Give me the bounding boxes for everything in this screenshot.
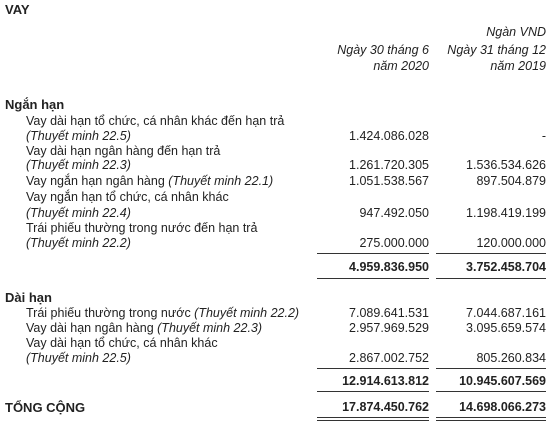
subtotal-2020: 4.959.836.950 [349,260,429,274]
subtotal-rule [317,278,429,279]
value-2020: 947.492.050 [359,206,429,220]
unit-label: Ngàn VND [486,25,546,39]
value-2020: 7.089.641.531 [349,306,429,320]
subtotal-rule [317,368,429,369]
grand-total-rule [436,417,546,418]
row-note: (Thuyết minh 22.5) [26,129,131,143]
value-2020: 275.000.000 [359,236,429,250]
section-heading-long-term: Dài hạn [5,290,52,305]
row-label: Vay dài hạn ngân hàng đến hạn trả [26,144,221,158]
row-note: (Thuyết minh 22.5) [26,351,131,365]
value-2020: 1.424.086.028 [349,129,429,143]
column-header-2020: Ngày 30 tháng 6 năm 2020 [337,43,429,73]
subtotal-rule [317,253,429,254]
value-2019: 3.095.659.574 [466,321,546,335]
row-label: Vay ngắn hạn ngân hàng (Thuyết minh 22.1) [26,174,274,188]
value-2020: 2.867.002.752 [349,351,429,365]
subtotal-2019: 10.945.607.569 [459,374,546,388]
row-label: Trái phiếu thường trong nước (Thuyết minh 22.2) [26,306,300,320]
grand-total-2020: 17.874.450.762 [342,400,429,414]
row-label: Vay dài hạn tổ chức, cá nhân khác đến hạn trả [26,114,285,128]
value-2019: 897.504.879 [476,174,546,188]
row-label: Vay dài hạn ngân hàng (Thuyết minh 22.3) [26,321,263,335]
row-note: (Thuyết minh 22.4) [26,206,131,220]
subtotal-rule [436,391,546,392]
value-2020: 1.051.538.567 [349,174,429,188]
value-2019: 1.536.534.626 [466,158,546,172]
value-2019: 7.044.687.161 [466,306,546,320]
row-note: (Thuyết minh 22.3) [26,158,131,172]
value-2019: - [541,129,546,143]
section-heading-short-term: Ngắn hạn [5,97,65,112]
subtotal-rule [436,253,546,254]
grand-total-rule [317,420,429,421]
subtotal-rule [436,278,546,279]
row-label: Trái phiếu thường trong nước đến hạn trả [26,221,258,235]
value-2019: 120.000.000 [476,236,546,250]
subtotal-2020: 12.914.613.812 [342,374,429,388]
subtotal-rule [436,368,546,369]
subtotal-2019: 3.752.458.704 [466,260,546,274]
grand-total-rule [317,417,429,418]
grand-total-2019: 14.698.066.273 [459,400,546,414]
subtotal-rule [317,391,429,392]
value-2019: 805.260.834 [476,351,546,365]
column-header-2019: Ngày 31 tháng 12 năm 2019 [447,43,546,73]
value-2020: 2.957.969.529 [349,321,429,335]
value-2019: 1.198.419.199 [466,206,546,220]
row-label: Vay dài hạn tổ chức, cá nhân khác [26,336,218,350]
grand-total-rule [436,420,546,421]
value-2020: 1.261.720.305 [349,158,429,172]
row-label: Vay ngắn hạn tổ chức, cá nhân khác [26,190,229,204]
grand-total-label: TỔNG CỘNG [5,400,86,415]
row-note: (Thuyết minh 22.2) [26,236,131,250]
page-title: VAY [5,2,30,17]
